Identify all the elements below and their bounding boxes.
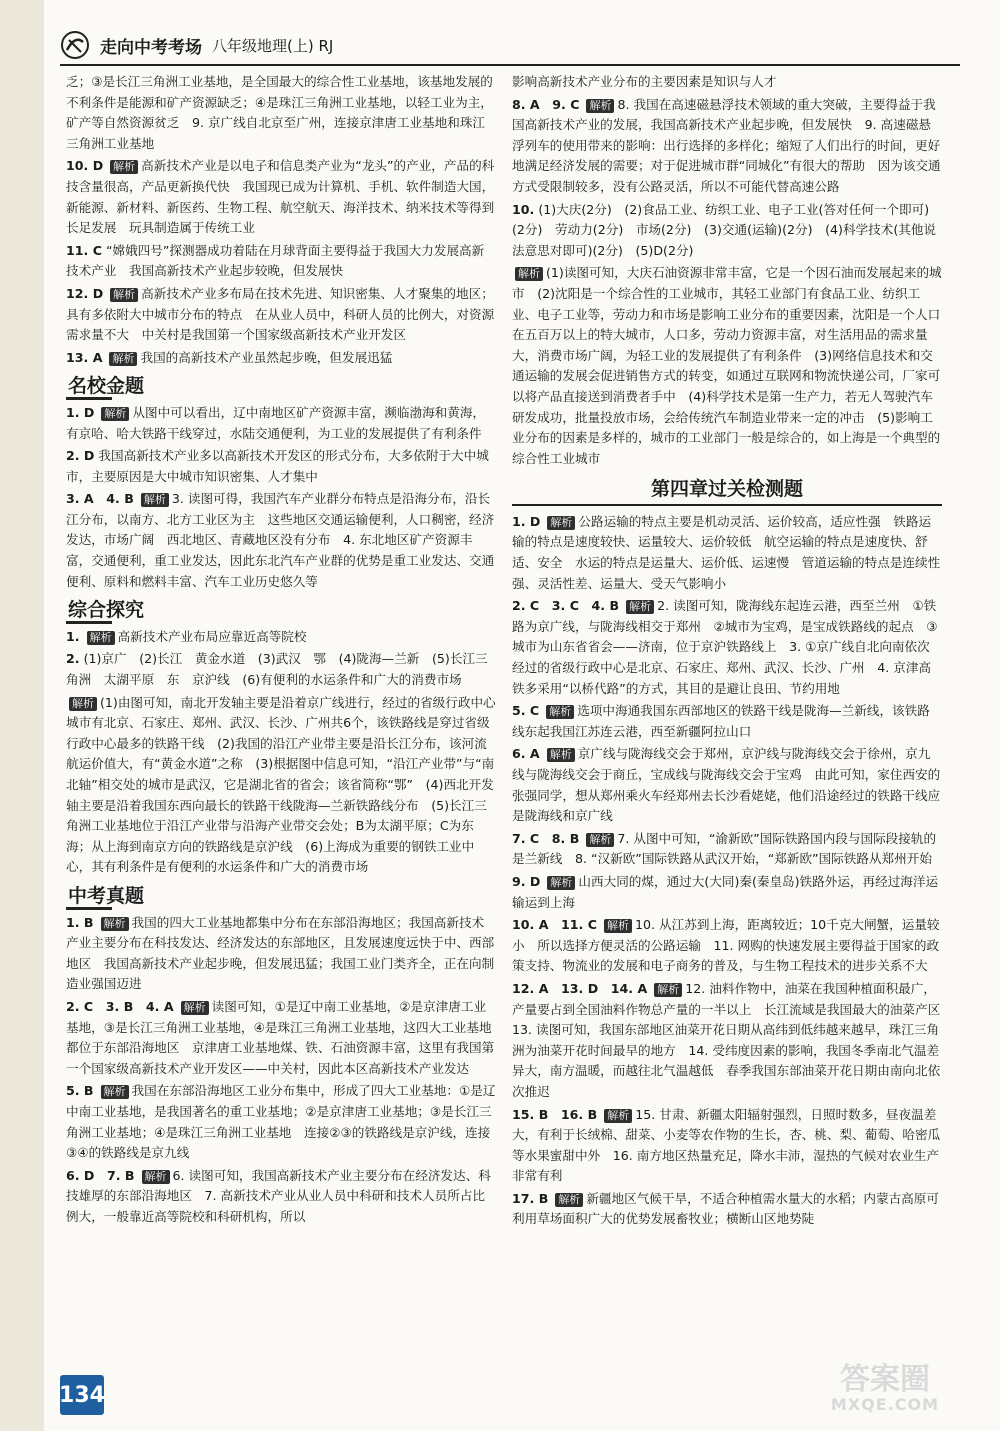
answer-body: 2. 读图可知，陇海线东起连云港，西至兰州 ①铁路为京广线，与陇海线相交于郑州 ②城市为宝鸡，是宝成铁路线的起点 ③城市为山东省省会——济南，位于京沪铁路线上 3. ①京广线自北向南依次经过的省级行政中心是北京、石家庄、郑州、武汉、长沙、广州 4. 京津高铁多采用“以桥代路”的方式，其目的是避让良田、节约用地 [512,598,938,696]
answer-item [66,489,496,592]
analysis-tag: 解析 [101,917,129,931]
answer-text [512,72,942,93]
answer-number: 2. C 3. B 4. A [66,998,174,1014]
answer-item [66,913,496,995]
answer-body: 我国在东部沿海地区工业分布集中，形成了四大工业基地：①是辽中南工业基地，是我国著名的重工业基地；②是京津唐工业基地；③是长江三角洲工业基地；④是珠江三角洲工业基地 连接②③的铁路线是京沪线，连接③④的铁路线是京九线 [66,1083,496,1161]
answer-body: 我国高新技术产业多以高新技术开发区的形式分布，大多依附于大中城市，主要原因是大中城市知识密集、人才集中 [66,448,489,484]
answer-item [66,284,496,346]
section-heading: 综合探究 [66,600,496,621]
analysis-tag: 解析 [604,1109,632,1123]
watermark-url: MXQE.COM [830,1395,940,1414]
answer-number: 1. [66,628,80,644]
answer-body: 我国的高新技术产业虽然起步晚，但发展迅猛 [140,349,393,365]
answer-item [66,446,496,487]
answer-number: 15. B 16. B [512,1106,598,1122]
answer-body: 我国的四大工业基地都集中分布在东部沿海地区；我国高新技术产业主要分布在科技发达、经济发达的东部地区，且发展速度远快于中、西部地区 我国高新技术产业起步晚，但发展迅猛；我国工业门类齐全，正在向制造业强国迈进 [66,914,495,992]
answer-item [66,627,496,648]
analysis-tag: 解析 [546,705,574,719]
answer-item [66,1081,496,1163]
right-column [512,72,953,1232]
answer-item [512,872,942,913]
analysis-tag: 解析 [547,748,575,762]
answer-item [512,1105,942,1187]
answer-item [512,1189,942,1230]
analysis-tag: 解析 [547,516,575,530]
analysis-tag: 解析 [515,267,543,281]
answer-text [66,693,496,878]
answer-body: (1)京广 (2)长江 黄金水道 (3)武汉 鄂 (4)陇海—兰新 (5)长江三角洲 太湖平原 东 京沪线 (6)有便利的水运条件和广大的消费市场 [66,651,488,688]
answer-body: 高新技术产业布局应靠近高等院校 [117,628,307,644]
analysis-tag: 解析 [181,1001,209,1015]
analysis-tag: 解析 [555,1193,583,1207]
answer-number: 6. D 7. B [66,1167,135,1183]
answer-number: 1. B [66,914,94,930]
analysis-tag: 解析 [87,631,115,645]
answer-number: 7. C 8. B [512,830,580,846]
answer-number: 10. [512,201,535,217]
analysis-tag: 解析 [586,833,614,847]
answer-body: 乏；③是长江三角洲工业基地，是全国最大的综合性工业基地，该基地发展的不利条件是能源和矿产资源缺乏；④是珠江三角洲工业基地，以轻工业为主，矿产等自然资源贫乏 9. 京广线自北京至广州，连接京津唐工业基地和珠江三角洲工业基地 [66,74,493,151]
analysis-tag: 解析 [142,1170,170,1184]
answer-body: 读图可知，①是辽中南工业基地，②是京津唐工业基地，③是长江三角洲工业基地，④是珠江三角洲工业基地，这四大工业基地都位于东部沿海地区 京津唐工业基地煤、铁、石油资源丰富，这里有我国第一个国家级高新技术产业开发区——中关村，因此本区高新技术产业发达 [66,998,495,1076]
answer-body: 6. 读图可知，我国高新技术产业主要分布在经济发达、科技雄厚的东部沿海地区 7. 高新技术产业从业人员中科研和技术人员所占比例大，一般靠近高等院校和科研机构，所以 [66,1167,491,1224]
answer-item [512,512,942,594]
section-heading: 名校金题 [66,376,496,397]
answer-number: 3. A 4. B [66,491,134,507]
answer-number: 9. D [512,873,541,889]
answer-item [512,915,942,977]
brand-logo-icon [60,30,90,60]
answer-item [66,997,496,1079]
answer-number: 5. C [512,703,540,719]
answer-number: 10. D [66,158,104,174]
answer-number: 2. D [66,448,95,464]
answer-number: 12. D [66,285,104,301]
answer-body: 高新技术产业是以电子和信息类产业为“龙头”的产业，产品的科技含量很高，产品更新换代快 我国现已成为计算机、手机、软件制造大国，新能源、新材料、新医药、生物工程、航空航天、海洋技术、纳米技术等得到长足发展 玩具制造属于传统工业 [66,158,495,236]
answer-body: 15. 甘肃、新疆太阳辐射强烈，日照时数多，昼夜温差大，有利于长绒棉、甜菜、小麦等农作物的生长，杏、桃、梨、葡萄、哈密瓜等水果蜜甜中外 16. 南方地区热量充足，降水丰沛，湿热的气候对农业生产非常有利 [512,1106,941,1184]
left-column [66,72,496,1229]
page-margin [0,0,44,1431]
answer-body: 10. 从江苏到上海，距离较近；10千克大闸蟹，运量较小 所以选择方便灵活的公路运输 11. 网购的快速发展主要得益于国家的政策支持、物流业的发展和电子商务的普及，与生物工程技术的进步关系不大 [512,917,940,974]
answer-item [66,156,496,238]
answer-number: 8. A 9. C [512,96,580,112]
answer-item [512,979,953,1103]
analysis-tag: 解析 [547,876,575,890]
answer-body: 7. 从图中可知，“渝新欧”国际铁路国内段与国际段接轨的是兰新线 8. “汉新欧”国际铁路从武汉开始，“郑新欧”国际铁路从郑州开始 [512,830,937,867]
analysis-tag: 解析 [101,1085,129,1099]
answer-number: 2. [66,651,80,667]
analysis-tag: 解析 [69,697,97,711]
answer-body: 选项中海通我国东西部地区的铁路干线是陇海—兰新线，该铁路线东起我国江苏连云港，西至新疆阿拉山口 [512,703,930,739]
answer-text [512,263,942,469]
answer-number: 10. A 11. C [512,917,597,933]
watermark-text: 答案圈 [840,1362,930,1397]
answer-body: 12. 油料作物中，油菜在我国种植面积最广，产量要占到全国油料作物总产量的一半以上 长江流域是我国最大的油菜产区 13. 读图可知，我国东部地区油菜开花日期从高纬到低纬越来越早，珠江三角洲为油菜开花时间最早的地方 14. 受纬度因素的影响，我国冬季南北气温差异大，南方温暖，而越往北气温越低 春季我国东部油菜开花日期由南向北依次推迟 [512,980,953,1099]
answer-body: 山西大同的煤，通过大(大同)秦(秦皇岛)铁路外运，再经过海洋运输运到上海 [512,873,939,910]
answer-item [66,348,496,369]
answer-item [512,596,942,699]
answer-item [66,1166,496,1228]
answer-number: 2. C 3. C 4. B [512,598,620,614]
analysis-tag: 解析 [141,493,169,507]
answer-item [66,649,496,690]
chapter-heading: 第四章过关检测题 [512,479,942,506]
analysis-tag: 解析 [604,919,632,933]
analysis-tag: 解析 [626,600,654,614]
answer-body: 京广线与陇海线交会于郑州，京沪线与陇海线交会于徐州，京九线与陇海线交会于商丘，宝成线与陇海线交会于宝鸡 由此可知，家住西安的张强同学，想从郑州乘火车经郑州去长沙看姥姥，他们沿途经过的铁路干线应是陇海线和京广线 [512,746,941,824]
header-rule [60,64,960,66]
analysis-tag: 解析 [654,983,682,997]
analysis-tag: 解析 [109,352,137,366]
answer-number: 1. D [512,513,541,529]
answer-body: 从图中可以看出，辽中南地区矿产资源丰富，濒临渤海和黄海，有京哈、哈大铁路干线穿过，水陆交通便利，为工业的发展提供了有利条件 [66,404,486,441]
answer-number: 11. C [66,242,102,258]
answer-number: 6. A [512,746,540,762]
answer-body: 8. 我国在高速磁悬浮技术领域的重大突破，主要得益于我国高新技术产业的发展，我国高新技术产业起步晚，但发展快 9. 高速磁悬浮列车的使用带来的影响：出行选择的多样化；缩短了人们出行的时间，更好地满足经济发展的需要；对于促进城市群“同城化”有很大的帮助 因为该交通方式受限制较多，没有公路灵活，所以不可能代替高速公路 [512,96,941,194]
book-subtitle: 八年级地理(上) RJ [212,36,334,55]
answer-item [512,95,942,198]
page-number: 134 [60,1375,104,1415]
answer-item [512,744,942,826]
answer-body: (1)读图可知，大庆石油资源非常丰富，它是一个因石油而发展起来的城市 (2)沈阳是一个综合性的工业城市，其轻工业部门有食品工业、纺织工业、电子工业等，劳动力和市场是影响工业分布的重要因素，沈阳是一个人口在五百万以上的特大城市，人口多，劳动力资源丰富，对生活用品的需求量大，消费市场广阔，为轻工业的发展提供了有利条件 (3)网络信息技术和交通运输的发展会促进销售方式的转变，如通过互联网和物流快递公司，厂家可以将产品直接送到消费者手中 (4)科学技术是第一生产力，若无人驾驶汽车研发成功，批量投放市场，会给传统汽车制造业带来一定的冲击 (5)影响工业分布的因素是多样的，城市的工业部门一般是综合的，如上海是一个典型的综合性工业城市 [512,265,942,466]
answer-item [66,241,496,282]
answer-item [512,200,942,262]
watermark-logo [800,1362,970,1423]
answer-body: 3. 读图可得，我国汽车产业群分布特点是沿海分布，沿长江分布，以南方、北方工业区为主 这些地区交通运输便利，人口稠密，经济发达，市场广阔 西北地区、青藏地区没有分布 4. 东北地区矿产资源丰富，交通便利，重工业发达，因此东北汽车产业群的优势是重工业发达、交通便利、原料和燃料丰富、汽车工业历史悠久等 [66,491,495,589]
answer-body: 公路运输的特点主要是机动灵活、运价较高，适应性强 铁路运输的特点是速度较快、运量较大、运价较低 航空运输的特点是速度快、舒适、安全 水运的特点是运量大、运价低、运速慢 管道运输的特点是连续性强、灵活性差、运量大、受天气影响小 [512,513,941,591]
answer-body: 高新技术产业多布局在技术先进、知识密集、人才聚集的地区；具有多依附大中城市分布的特点 在从业人员中，科研人员的比例大，对资源需求量不大 中关村是我国第一个国家级高新技术产业开发区 [66,285,495,343]
answer-body: 新疆地区气候干旱，不适合种植需水量大的水稻；内蒙古高原可利用草场面积广大的优势发展畜牧业；横断山区地势陡 [512,1190,939,1227]
answer-body: (1)大庆(2分) (2)食品工业、纺织工业、电子工业(答对任何一个即可)(2分) 劳动力(2分) 市场(2分) (3)交通(运输)(2分) (4)科学技术(其他说法意思对即可)(2分) (5)D(2分) [512,201,937,258]
answer-text [66,72,496,154]
answer-item [512,829,942,870]
answer-body: “嫦娥四号”探测器成功着陆在月球背面主要得益于我国大力发展高新技术产业 我国高新技术产业起步较晚，但发展快 [66,242,485,279]
section-heading: 中考真题 [66,886,496,907]
analysis-tag: 解析 [101,407,129,421]
answer-number: 17. B [512,1190,549,1206]
answer-item [66,403,496,444]
answer-number: 1. D [66,404,95,420]
analysis-tag: 解析 [110,288,138,302]
page-header [60,30,960,60]
brand-name: 走向中考考场 [100,37,202,58]
answer-number: 12. A 13. D 14. A [512,980,648,996]
analysis-tag: 解析 [110,160,138,174]
answer-body: 影响高新技术产业分布的主要因素是知识与人才 [512,74,777,89]
answer-item [512,701,942,742]
answer-number: 13. A [66,349,103,365]
answer-body: (1)由图可知，南北开发轴主要是沿着京广线进行，经过的省级行政中心城市有北京、石家庄、郑州、武汉、长沙、广州共6个，该铁路线是穿过省级行政中心最多的铁路干线 (2)我国的沿江产业带主要是沿长江分布，该河流航运价值大，有“黄金水道”之称 (3)根据图中信息可知，“沿江产业带”与“南北轴”相交处的城市是武汉，它是湖北省的省会；该省简称“鄂” (4)西北开发轴主要是沿着我国东西向最长的铁路干线陇海—兰新铁路线分布 (5)长江三角洲工业基地位于沿江产业带与沿海产业带交会处；B为太湖平原；C为东海；从上海到南京方向的铁路线是京沪线 (6)上海成为重要的钢铁工业中心，其有利条件是有便利的水运条件和广大的消费市场 [66,694,496,875]
answer-number: 5. B [66,1083,94,1099]
analysis-tag: 解析 [586,99,614,113]
